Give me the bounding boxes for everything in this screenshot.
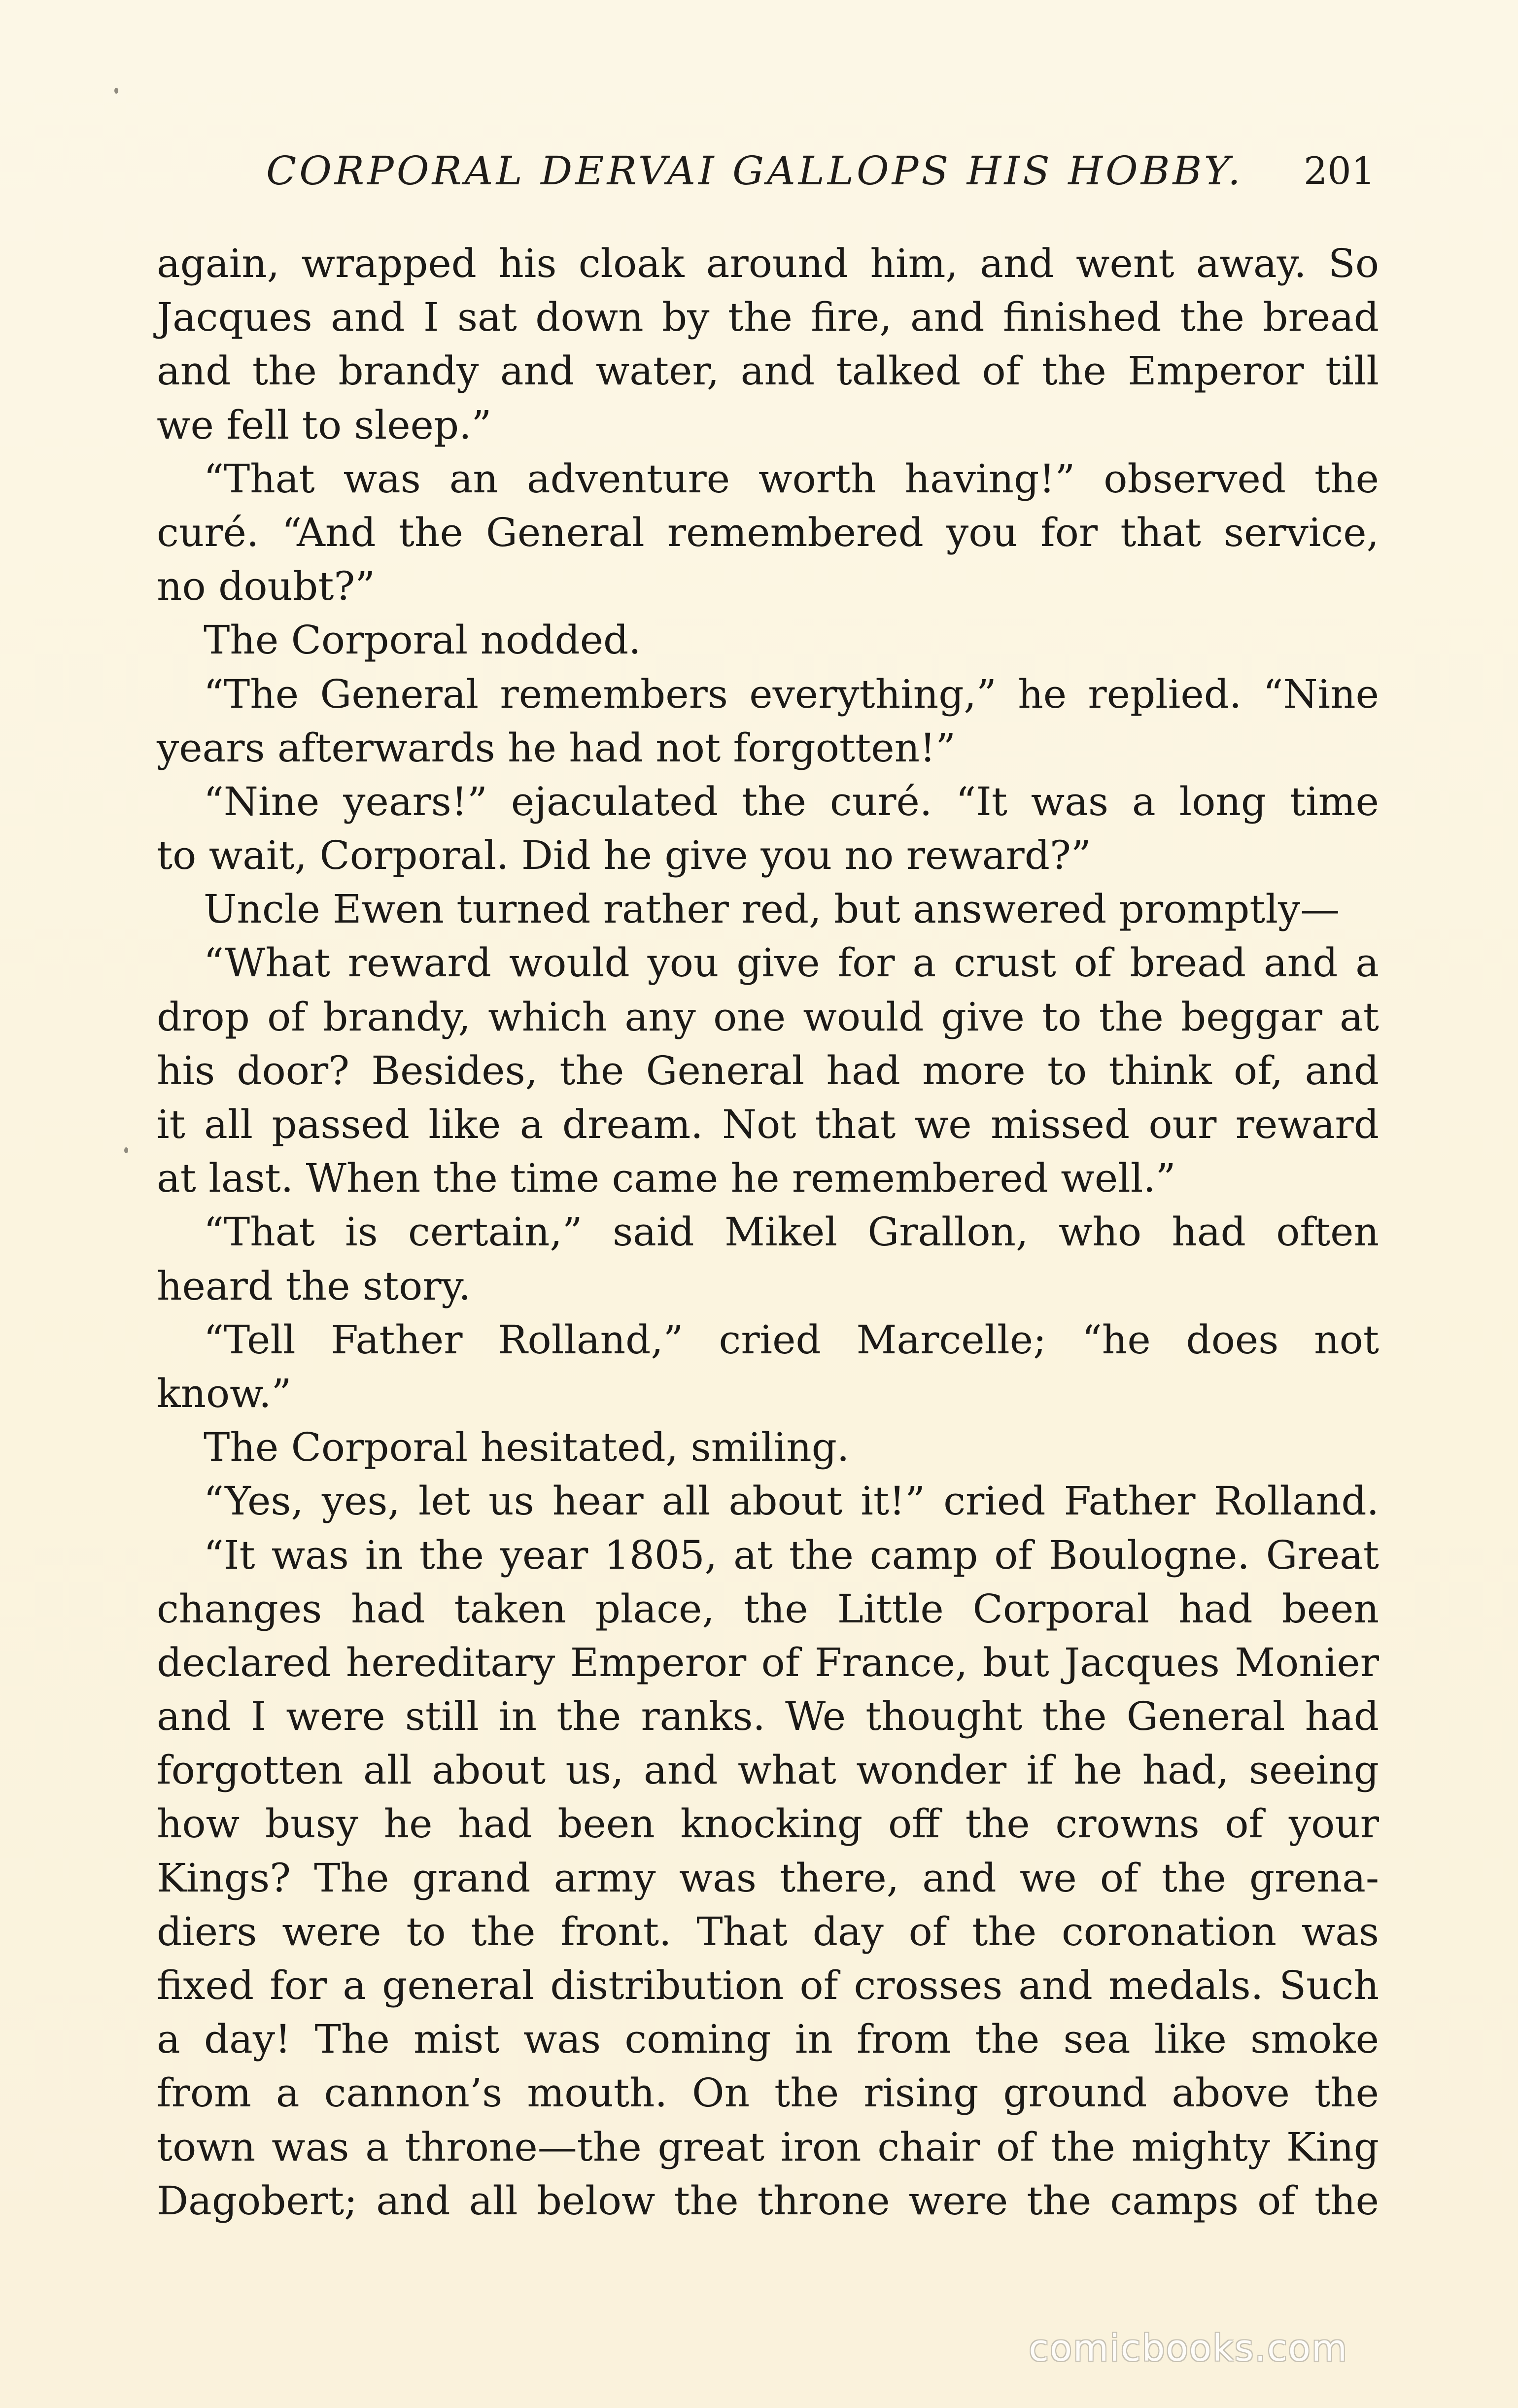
text-line: changes had taken place, the Little Corporal had been — [157, 1585, 1379, 1632]
text-line: “Tell Father Rolland,” cried Marcelle; “he does not — [204, 1316, 1379, 1363]
text-line: Uncle Ewen turned rather red, but answered promptly— — [204, 886, 1340, 932]
paper-speck — [124, 1147, 128, 1153]
text-line: it all passed like a dream. Not that we missed our reward — [157, 1101, 1379, 1147]
text-line: diers were to the front. That day of the coronation was — [157, 1908, 1379, 1955]
text-line: Kings? The grand army was there, and we of the grena- — [157, 1855, 1379, 1901]
text-line: fixed for a general distribution of crosses and medals. Such — [157, 1962, 1379, 2008]
text-line: curé. “And the General remembered you for that service, — [157, 509, 1379, 555]
text-line: and the brandy and water, and talked of the Emperor till — [157, 348, 1379, 394]
paper-speck — [114, 88, 118, 94]
watermark: comicbooks.com — [1029, 2327, 1348, 2370]
text-line: “It was in the year 1805, at the camp of Boulogne. Great — [204, 1532, 1379, 1578]
text-line: know.” — [157, 1370, 292, 1416]
text-line: Jacques and I sat down by the fire, and finished the bread — [157, 294, 1379, 341]
text-line: heard the story. — [157, 1263, 471, 1309]
running-header-title: CORPORAL DERVAI GALLOPS HIS HOBBY. — [266, 148, 1243, 194]
text-line: no doubt?” — [157, 563, 376, 610]
text-line: town was a throne—the great iron chair of the mighty King — [157, 2124, 1379, 2170]
text-line: “That was an adventure worth having!” observed the — [204, 455, 1379, 502]
text-line: The Corporal hesitated, smiling. — [204, 1424, 850, 1471]
text-line: a day! The mist was coming in from the sea like smoke — [157, 2016, 1379, 2063]
text-line: declared hereditary Emperor of France, but Jacques Monier — [157, 1639, 1379, 1686]
text-line: at last. When the time came he remembered well.” — [157, 1155, 1176, 1202]
text-line: “Yes, yes, let us hear all about it!” cried Father Rolland. — [204, 1478, 1379, 1524]
text-line: how busy he had been knocking off the crowns of your — [157, 1801, 1379, 1847]
text-line: from a cannon’s mouth. On the rising ground above the — [157, 2070, 1379, 2116]
text-line: “That is certain,” said Mikel Grallon, who had often — [204, 1209, 1379, 1255]
text-line: his door? Besides, the General had more to think of, and — [157, 1047, 1379, 1094]
text-line: “What reward would you give for a crust of bread and a — [204, 940, 1379, 986]
text-line: years afterwards he had not forgotten!” — [157, 724, 956, 771]
text-line: drop of brandy, which any one would give to the beggar at — [157, 994, 1379, 1040]
text-line: we fell to sleep.” — [157, 402, 492, 448]
text-line: “Nine years!” ejaculated the curé. “It was a long time — [204, 778, 1379, 825]
text-line: Dagobert; and all below the throne were the camps of the — [157, 2177, 1379, 2224]
text-line: “The General remembers everything,” he replied. “Nine — [204, 671, 1379, 717]
body-text — [157, 237, 1379, 2228]
text-line: forgotten all about us, and what wonder if he had, seeing — [157, 1747, 1379, 1793]
text-line: and I were still in the ranks. We thought the General had — [157, 1693, 1379, 1740]
text-line: to wait, Corporal. Did he give you no reward?” — [157, 832, 1091, 879]
text-line: The Corporal nodded. — [204, 617, 641, 663]
text-line: again, wrapped his cloak around him, and went away. So — [157, 241, 1379, 286]
page-number: 201 — [1303, 149, 1375, 193]
